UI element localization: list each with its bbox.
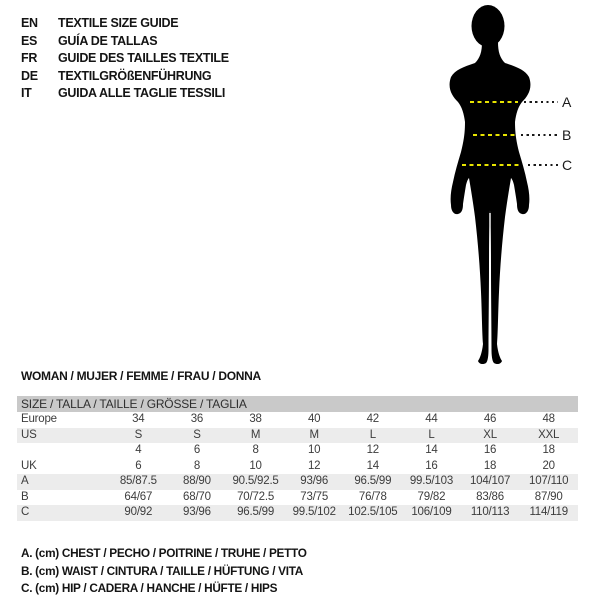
hip-measure-line <box>462 164 522 166</box>
size-cell: 99.5/103 <box>409 475 454 487</box>
language-code: EN <box>21 16 38 30</box>
size-cell: L <box>369 428 376 441</box>
row-label <box>17 443 109 459</box>
size-cell: M <box>309 428 319 441</box>
size-cell: 110/113 <box>470 506 510 518</box>
size-cell: 87/90 <box>534 490 563 503</box>
size-cell: 96.5/99 <box>354 475 392 487</box>
legend-chest: A. (cm) CHEST / PECHO / POITRINE / TRUHE / PETTO <box>21 546 307 560</box>
language-row-en <box>21 15 229 33</box>
language-label: TEXTILGRÖßENFÜHRUNG <box>58 68 212 83</box>
size-cell: 16 <box>425 459 438 472</box>
marker-label-a: A <box>562 94 572 110</box>
language-row-de <box>21 68 229 86</box>
size-cell: 18 <box>483 459 497 472</box>
size-cell: 102.5/105 <box>348 506 398 518</box>
language-code: ES <box>21 33 38 48</box>
size-cell: 6 <box>193 444 201 456</box>
size-cell: 20 <box>542 459 555 472</box>
legend-waist: B. (cm) WAIST / CINTURA / TAILLE / HÜFTUNG / VITA <box>21 563 303 578</box>
size-cell: M <box>250 428 261 441</box>
marker-label-b: B <box>562 127 572 143</box>
language-list <box>21 15 229 103</box>
language-code: FR <box>21 51 38 66</box>
size-cell: 8 <box>193 459 201 472</box>
size-cell: 106/109 <box>411 506 452 518</box>
size-cell: 44 <box>425 413 438 425</box>
size-cell: 12 <box>366 444 380 456</box>
size-cell: 83/86 <box>476 490 504 503</box>
size-cell: 38 <box>249 413 262 425</box>
marker-label-c: C <box>562 157 573 173</box>
language-code: IT <box>21 86 32 101</box>
hip-connector-line <box>528 164 558 166</box>
table-row <box>17 505 578 521</box>
size-cell: 104/107 <box>469 475 511 487</box>
size-cell: 73/75 <box>300 490 329 503</box>
size-cell: 93/96 <box>183 506 211 518</box>
size-cell: 85/87.5 <box>119 475 157 487</box>
row-label: C <box>21 506 30 518</box>
language-label: GUIDE DES TAILLES TEXTILE <box>58 51 229 66</box>
legend-hip: C. (cm) HIP / CADERA / HANCHE / HÜFTE / HIPS <box>21 581 278 596</box>
table-row <box>17 474 578 490</box>
waist-connector-line <box>521 134 558 136</box>
size-cell: 93/96 <box>300 475 329 487</box>
size-cell: XL <box>483 428 497 441</box>
size-cell: L <box>428 428 435 441</box>
size-table <box>17 396 578 521</box>
size-cell: 18 <box>542 444 555 456</box>
size-cell: 6 <box>135 459 142 472</box>
size-cell: 42 <box>366 413 380 425</box>
size-cell: 48 <box>542 413 555 425</box>
chest-measure-line <box>470 101 518 103</box>
size-cell: 79/82 <box>417 490 446 503</box>
size-cell: 64/67 <box>124 490 153 503</box>
size-cell: 34 <box>132 413 145 425</box>
size-cell: 90.5/92.5 <box>232 475 279 487</box>
size-cell: 14 <box>425 444 438 456</box>
language-row-it <box>21 85 229 103</box>
size-cell: 36 <box>190 413 204 425</box>
row-label: B <box>21 490 29 503</box>
size-cell: 76/78 <box>358 490 387 503</box>
size-cell: 46 <box>483 413 497 425</box>
table-header: SIZE / TALLA / TAILLE / GRÖSSE / TAGLIA <box>17 396 578 412</box>
row-label: A <box>21 475 29 487</box>
waist-measure-line <box>473 134 517 136</box>
size-cell: 4 <box>135 444 142 456</box>
language-code: DE <box>21 68 38 83</box>
measurement-legend <box>21 545 307 598</box>
measurement-figure <box>400 0 600 380</box>
size-cell: 14 <box>366 459 380 472</box>
chest-connector-line <box>524 101 558 103</box>
table-row <box>17 459 578 475</box>
section-title: WOMAN / MUJER / FEMME / FRAU / DONNA <box>21 369 261 383</box>
size-cell: 10 <box>249 459 262 472</box>
language-label: TEXTILE SIZE GUIDE <box>58 16 179 30</box>
table-row <box>17 412 578 428</box>
size-cell: S <box>134 428 143 441</box>
size-cell: 114/119 <box>529 506 568 518</box>
language-label: GUIDA ALLE TAGLIE TESSILI <box>58 86 226 101</box>
table-row <box>17 428 578 444</box>
size-cell: 88/90 <box>183 475 211 487</box>
size-cell: 90/92 <box>124 506 153 518</box>
row-label: US <box>21 428 37 441</box>
language-label: GUÍA DE TALLAS <box>58 33 158 48</box>
table-row <box>17 490 578 506</box>
size-cell: 16 <box>483 444 497 456</box>
size-cell: XXL <box>538 428 560 441</box>
size-cell: 10 <box>307 444 321 456</box>
row-label: Europe <box>21 413 57 425</box>
woman-silhouette <box>400 0 590 380</box>
size-cell: 70/72.5 <box>237 490 275 503</box>
size-cell: S <box>193 428 201 441</box>
size-cell: 96.5/99 <box>237 506 275 518</box>
size-cell: 40 <box>307 413 321 425</box>
row-label: UK <box>21 459 37 472</box>
size-cell: 68/70 <box>183 490 211 503</box>
language-row-fr <box>21 50 229 68</box>
size-cell: 12 <box>307 459 321 472</box>
size-cell: 99.5/102 <box>292 506 336 518</box>
table-row <box>17 443 578 459</box>
language-row-es <box>21 33 229 51</box>
table-body <box>17 412 578 521</box>
size-cell: 107/110 <box>529 475 569 487</box>
size-cell: 8 <box>252 444 259 456</box>
